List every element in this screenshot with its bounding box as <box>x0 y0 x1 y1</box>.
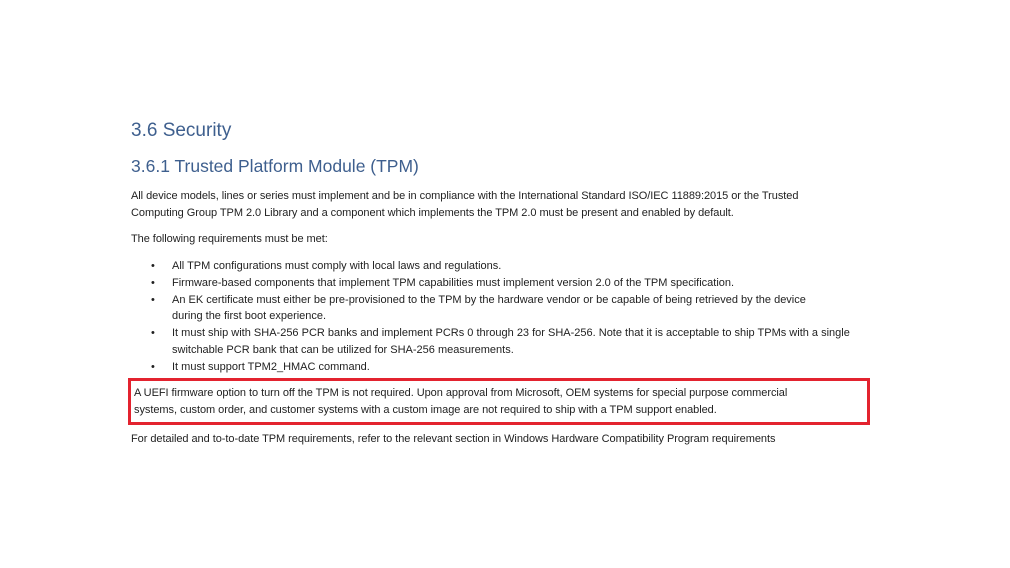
highlighted-line: A UEFI firmware option to turn off the TPM is not required. Upon approval from Microsoft, OEM systems for special purpose commercial <box>134 387 788 399</box>
list-item-text: It must ship with SHA-256 PCR banks and implement PCRs 0 through 23 for SHA-256. Note that it is acceptable to ship TPMs with a single <box>172 327 850 339</box>
highlighted-line: systems, custom order, and customer systems with a custom image are not required to ship with a TPM support enabled. <box>134 403 717 416</box>
requirements-list <box>131 258 891 376</box>
bullet-icon: • <box>151 360 155 373</box>
list-item <box>131 275 891 292</box>
bullet-icon: • <box>151 276 155 289</box>
requirements-lead: The following requirements must be met: <box>131 233 328 245</box>
list-item-text: All TPM configurations must comply with local laws and regulations. <box>172 259 502 272</box>
bullet-icon: • <box>151 259 155 272</box>
highlight-box <box>128 378 870 425</box>
list-item-text: switchable PCR bank that can be utilized for SHA-256 measurements. <box>172 343 514 356</box>
list-item <box>131 359 891 376</box>
list-item-text: Firmware-based components that implement TPM capabilities must implement version 2.0 of the TPM specification. <box>172 276 735 289</box>
bullet-icon: • <box>151 327 155 339</box>
list-item <box>131 258 891 275</box>
intro-paragraph <box>131 188 891 221</box>
list-item-text: It must support TPM2_HMAC command. <box>172 360 370 373</box>
document-page <box>131 118 891 448</box>
bullet-icon: • <box>151 293 155 306</box>
subsection-title: 3.6.1 Trusted Platform Module (TPM) <box>131 156 419 176</box>
section-title: 3.6 Security <box>131 120 232 141</box>
intro-line: All device models, lines or series must implement and be in compliance with the International Standard ISO/IEC 11889:2015 or the Trusted <box>131 190 799 202</box>
list-item-text: An EK certificate must either be pre-provisioned to the TPM by the hardware vendor or be capable of being retrieved by the device <box>172 293 806 306</box>
highlighted-paragraph <box>134 385 864 418</box>
list-item <box>131 292 891 325</box>
list-item <box>131 325 891 358</box>
list-item-text: during the first boot experience. <box>172 310 327 322</box>
footer-paragraph: For detailed and to-to-date TPM requirements, refer to the relevant section in Windows Hardware Compatibility Program requirements <box>131 433 776 445</box>
intro-line: Computing Group TPM 2.0 Library and a component which implements the TPM 2.0 must be present and enabled by default. <box>131 206 734 219</box>
